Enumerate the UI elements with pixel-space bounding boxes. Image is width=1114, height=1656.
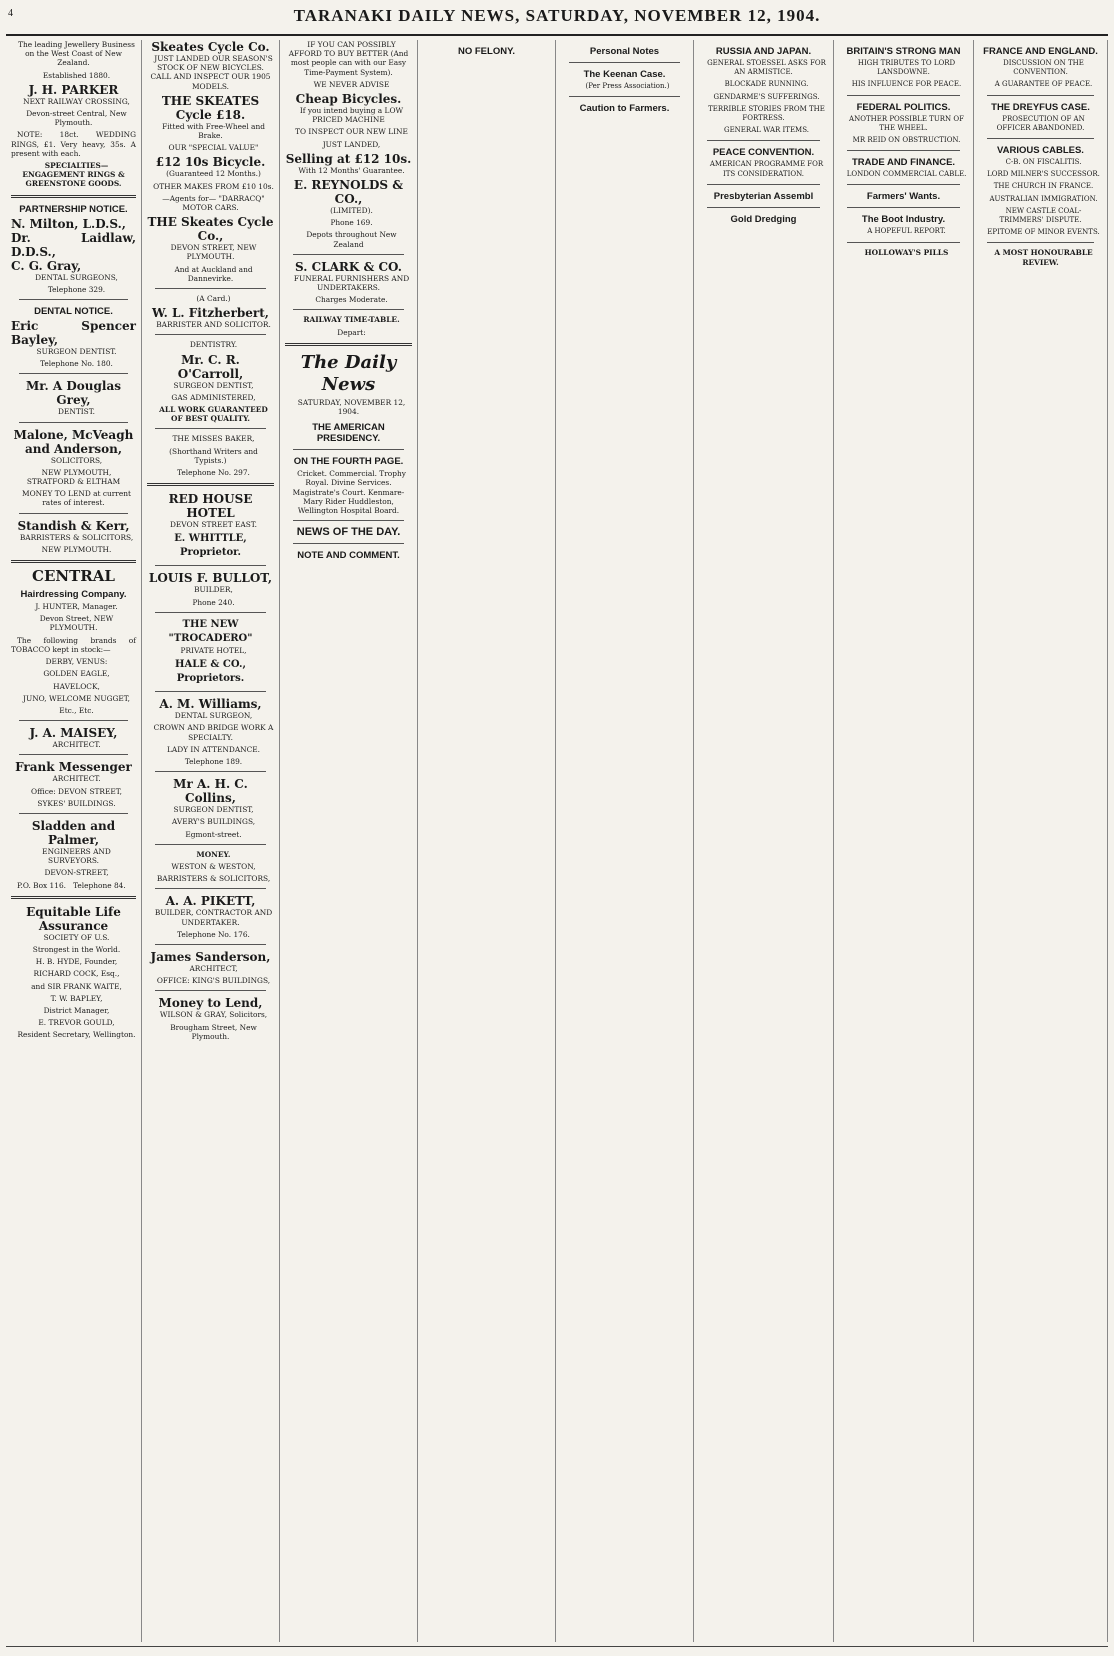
daily-news-logo: The Daily News [300, 351, 397, 395]
sanderson-title: ARCHITECT, [189, 963, 238, 973]
strongest-in-world: Strongest in the World. [32, 944, 121, 954]
news-of-the-day-heading: NEWS OF THE DAY. [296, 526, 401, 539]
malone-loan: MONEY TO LEND at current rates of interest. [22, 489, 131, 508]
avery-buildings: AVERY'S BUILDINGS, [171, 817, 256, 827]
low-priced-machine: If you intend buying a LOW PRICED MACHINE [299, 106, 404, 125]
wedding-rings-note: NOTE: 18ct. WEDDING RINGS, £1. Very heavy, 35s. A present with each. [11, 130, 136, 158]
railway-timetable: RAILWAY TIME-TABLE. [303, 315, 400, 325]
separator [293, 449, 404, 450]
separator [569, 62, 680, 63]
separator [19, 813, 128, 814]
american-programme: AMERICAN PROGRAMME FOR ITS CONSIDERATION. [709, 160, 824, 178]
inspect-new-line: TO INSPECT OUR NEW LINE [295, 127, 408, 137]
maisey-name: J. A. MAISEY, [29, 726, 118, 741]
douglas-title: DENTIST. [58, 407, 95, 417]
telephone-189: Telephone 189. [184, 756, 243, 766]
wilson-gray: WILSON & GRAY, Solicitors, [159, 1010, 268, 1020]
tributes-lansdowne: HIGH TRIBUTES TO LORD LANSDOWNE. [857, 59, 956, 77]
guarantee-of-peace: A GUARANTEE OF PEACE. [994, 80, 1093, 89]
brougham-street: Brougham Street, New Plymouth. [170, 1022, 257, 1041]
laidlaw-name: Dr. Laidlaw, D.D.S., [11, 230, 136, 259]
russia-japan-heading: RUSSIA AND JAPAN. [715, 46, 812, 57]
separator [11, 560, 136, 563]
telephone-297: Telephone No. 297. [177, 468, 250, 478]
presbyterian-assembly-heading: Presbyterian Assembl [713, 190, 814, 202]
established: Established 1880. [42, 70, 111, 80]
tobacco-brand: JUNO, WELCOME NUGGET, [23, 693, 130, 703]
separator [19, 299, 128, 300]
malone-mcveagh-name: Malone, McVeagh and Anderson, [13, 427, 134, 456]
hairdressing-company: Hairdressing Company. [20, 589, 127, 601]
separator [285, 343, 412, 346]
hunter-manager: J. HUNTER, Manager. [35, 602, 118, 612]
separator [155, 944, 266, 945]
parker-name: J. H. PARKER [28, 82, 119, 97]
darracq-motor-cars: —Agents for— "DARRACQ" MOTOR CARS. [162, 193, 265, 213]
column-2-advertisements [142, 40, 280, 1642]
pikett-name: A. A. PIKETT, [165, 894, 256, 909]
column-7 [834, 40, 974, 1642]
influence-for-peace: HIS INFLUENCE FOR PEACE. [851, 80, 962, 89]
various-cables-heading: VARIOUS CABLES. [997, 145, 1084, 157]
ocarroll-name: Mr. C. R. O'Carroll, [177, 352, 244, 381]
page-number: 4 [8, 8, 14, 19]
telephone-180: Telephone No. 180. [40, 359, 113, 369]
dentistry-heading: DENTISTRY. [189, 340, 238, 350]
gold-dredging-heading: Gold Dredging [730, 213, 797, 225]
society-us: SOCIETY OF U.S. [43, 932, 110, 942]
separator [847, 184, 960, 185]
maisey-title: ARCHITECT. [52, 740, 101, 750]
messenger-office: Office: DEVON STREET, [31, 786, 122, 796]
church-in-france: THE CHURCH IN FRANCE. [993, 182, 1094, 191]
standish-title: BARRISTERS & SOLICITORS, [19, 532, 134, 542]
skeates-title: Skeates Cycle Co. [151, 40, 270, 54]
lady-in-attendance: LADY IN ATTENDANCE. [166, 744, 261, 754]
fitzherbert-title: BARRISTER AND SOLICITOR. [156, 320, 271, 330]
separator [11, 896, 136, 899]
terrible-stories: TERRIBLE STORIES FROM THE FORTRESS. [708, 104, 825, 123]
american-presidency-heading: THE AMERICAN PRESIDENCY. [312, 422, 385, 445]
bapley-title: District Manager, [43, 1005, 110, 1015]
malone-address: NEW PLYMOUTH, STRATFORD & ELTHAM [26, 467, 121, 487]
malone-title: SOLICITORS, [50, 455, 103, 465]
trocadero-heading: THE NEW "TROCADERO" [168, 618, 253, 644]
separator [155, 888, 266, 889]
fitted-free-wheel: Fitted with Free-Wheel and Brake. [162, 121, 265, 141]
column-4 [418, 40, 556, 1642]
messenger-building: SYKES' BUILDINGS. [37, 798, 116, 808]
telephone-84: Telephone 84. [73, 880, 126, 890]
sanderson-name: James Sanderson, [150, 949, 271, 964]
egmont-street: Egmont-street. [185, 829, 242, 839]
separator [987, 95, 1094, 96]
london-commercial-cable: LONDON COMMERCIAL CABLE. [846, 170, 967, 179]
phone-240: Phone 240. [192, 597, 235, 607]
box-and-telephone [11, 881, 136, 890]
separator [19, 422, 128, 423]
misses-baker: THE MISSES BAKER, [172, 434, 255, 444]
never-advise: WE NEVER ADVISE [313, 79, 390, 89]
douglas-grey-name: Mr. A Douglas Grey, [26, 379, 121, 408]
specialties: SPECIALTIES— ENGAGEMENT RINGS & GREENSTONE GOODS. [22, 161, 125, 189]
kings-buildings: OFFICE: KING'S BUILDINGS, [156, 976, 271, 986]
special-value: OUR "SPECIAL VALUE" [168, 143, 259, 153]
press-association: (Per Press Association.) [585, 82, 670, 90]
tobacco-brand: HAVELOCK, [53, 681, 100, 691]
column-8 [974, 40, 1108, 1642]
williams-name: A. M. Williams, [159, 697, 262, 712]
dreyfus-case-heading: THE DREYFUS CASE. [991, 101, 1090, 113]
gendarmes-sufferings: GENDARME'S SUFFERINGS. [713, 92, 820, 101]
pikett-title: BUILDER, CONTRACTOR AND UNDERTAKER. [154, 908, 273, 927]
britains-strong-man-heading: BRITAIN'S STRONG MAN [846, 46, 961, 57]
blockade-running: BLOCKADE RUNNING. [724, 80, 809, 89]
collins-name: Mr A. H. C. Collins, [173, 777, 248, 806]
afford-intro: IF YOU CAN POSSIBLY AFFORD TO BUY BETTER (And most people can with our Easy Time-Payment System). [288, 40, 409, 77]
separator [847, 242, 960, 243]
reid-obstruction: MR REID ON OBSTRUCTION. [852, 136, 961, 145]
skeates-co: THE Skeates Cycle Co., [147, 215, 274, 244]
separator [847, 207, 960, 208]
separator [707, 140, 820, 141]
red-house-hotel: RED HOUSE HOTEL [168, 492, 253, 521]
top-rule [6, 34, 1108, 36]
weston-title: BARRISTERS & SOLICITORS, [156, 874, 271, 884]
milton-name: N. Milton, L.D.S., [11, 216, 126, 231]
masthead [0, 6, 1114, 34]
telephone-176: Telephone No. 176. [177, 929, 250, 939]
separator [19, 754, 128, 755]
separator [707, 184, 820, 185]
newcastle-coal-trimmers: NEW CASTLE COAL-TRIMMERS' DISPUTE. [999, 206, 1082, 225]
parker-address-line-1: NEXT RAILWAY CROSSING, [23, 96, 130, 106]
dental-surgeons: DENTAL SURGEONS, [35, 272, 118, 282]
separator [569, 96, 680, 97]
fourth-page-heading: ON THE FOURTH PAGE. [293, 456, 404, 468]
separator [707, 207, 820, 208]
reynolds-co: E. REYNOLDS & CO., [293, 178, 404, 207]
po-box: P.O. Box 116. [17, 880, 67, 890]
skeates-text: JUST LANDED OUR SEASON'S STOCK OF NEW BICYCLES. CALL AND INSPECT OUR 1905 MODELS. [150, 54, 273, 91]
williams-title: DENTAL SURGEON, [174, 711, 253, 721]
australian-immigration: AUSTRALIAN IMMIGRATION. [989, 194, 1098, 203]
fourth-page-items: Cricket. Commercial. Trophy Royal. Divine Services. Magistrate's Court. Kenmare-Mary Rider Huddleston, Wellington Hospital Board. [292, 469, 406, 516]
separator [19, 720, 128, 721]
separator [155, 844, 266, 845]
devon-street-east: DEVON STREET EAST. [169, 520, 257, 530]
holloways-pills: HOLLOWAY'S PILLS [864, 247, 949, 257]
separator [11, 195, 136, 198]
gray-name: C. G. Gray, [11, 258, 82, 273]
tobacco-brand: GOLDEN EAGLE, [43, 669, 110, 679]
personal-notes-heading: Personal Notes [589, 46, 660, 57]
hyde-founder: H. B. HYDE, Founder, [35, 957, 118, 967]
hale-proprietors: HALE & CO., Proprietors. [175, 659, 246, 685]
telephone-329: Telephone 329. [47, 284, 106, 294]
cycle-price: Cycle £18. [175, 107, 246, 122]
bapley-name: T. W. BAPLEY, [50, 993, 103, 1003]
separator [147, 483, 274, 486]
separator [293, 520, 404, 521]
separator [293, 543, 404, 544]
separator [155, 771, 266, 772]
note-and-comment-heading: NOTE AND COMMENT. [297, 550, 400, 562]
discussion-convention: DISCUSSION ON THE CONVENTION. [1003, 59, 1084, 77]
separator [847, 95, 960, 96]
bullot-title: BUILDER, [194, 585, 233, 595]
keenan-case-heading: The Keenan Case. [583, 69, 666, 80]
dental-notice-heading: DENTAL NOTICE. [34, 306, 113, 318]
parker-address-line-2: Devon-street Central, New Plymouth. [26, 109, 127, 128]
crown-bridge-work: CROWN AND BRIDGE WORK A SPECIALTY. [153, 723, 274, 742]
fitzherbert-name: W. L. Fitzherbert, [152, 306, 269, 321]
trade-finance-heading: TRADE AND FINANCE. [851, 157, 956, 169]
weston-weston: WESTON & WESTON, [171, 861, 256, 871]
equitable-life-heading: Equitable Life Assurance [26, 904, 121, 933]
epitome-minor-events: EPITOME OF MINOR EVENTS. [987, 228, 1100, 237]
skeates-heading: THE SKEATES [161, 93, 260, 108]
spencer-title: SURGEON DENTIST. [36, 347, 117, 357]
separator [155, 691, 266, 692]
farmers-wants-heading: Farmers' Wants. [866, 191, 941, 203]
spencer-bayley-name: Eric Spencer Bayley, [11, 319, 136, 348]
caution-to-farmers-heading: Caution to Farmers. [579, 103, 670, 115]
separator [155, 612, 266, 613]
column-3 [280, 40, 418, 1642]
ocarroll-title: SURGEON DENTIST, [173, 380, 254, 390]
prosecution-abandoned: PROSECUTION OF AN OFFICER ABANDONED. [996, 114, 1085, 132]
newspaper-title: TARANAKI DAILY NEWS, SATURDAY, NOVEMBER 12, 1904. [293, 6, 821, 25]
guaranteed-12-months: (Guaranteed 12 Months.) [166, 169, 261, 179]
tobacco-brand: Etc., Etc. [59, 705, 94, 715]
cb-on-fiscalitis: C-B. ON FISCALITIS. [1005, 158, 1082, 167]
messenger-title: ARCHITECT. [52, 774, 101, 784]
separator [19, 373, 128, 374]
money-to-lend: Money to Lend, [158, 996, 263, 1011]
skeates-branches: And at Auckland and Dannevirke. [174, 264, 253, 283]
column-5 [556, 40, 694, 1642]
separator [987, 138, 1094, 139]
separator [293, 254, 404, 255]
separator [987, 242, 1094, 243]
charges-moderate: Charges Moderate. [315, 295, 388, 305]
separator [155, 334, 266, 335]
trevor-gould: E. TREVOR GOULD, [38, 1018, 115, 1028]
tobacco-brand: DERBY, VENUS: [45, 657, 108, 667]
separator [155, 428, 266, 429]
central-heading: CENTRAL [32, 567, 115, 586]
general-war-items: GENERAL WAR ITEMS. [723, 126, 809, 135]
standish-kerr-name: Standish & Kerr, [17, 518, 130, 533]
a-card: (A Card.) [196, 294, 231, 304]
phone-169: Phone 169. [330, 218, 373, 228]
sladden-palmer-name: Sladden and Palmer, [31, 818, 116, 847]
funeral-furnishers: FUNERAL FURNISHERS AND UNDERTAKERS. [293, 273, 410, 293]
work-guaranteed: ALL WORK GUARANTEED OF BEST QUALITY. [159, 405, 268, 424]
milners-successor: LORD MILNER'S SUCCESSOR. [987, 170, 1100, 179]
hunter-address: Devon Street, NEW PLYMOUTH. [39, 614, 114, 633]
whittle-proprietor: E. WHITTLE, Proprietor. [174, 533, 247, 559]
cheap-bicycles: Cheap Bicycles. [295, 92, 402, 107]
no-felony-heading: NO FELONY. [457, 46, 515, 57]
bicycle-12-10: £12 10s Bicycle. [155, 155, 266, 170]
private-hotel: PRIVATE HOTEL, [180, 645, 247, 655]
tobacco-brands-intro: The following brands of TOBACCO kept in stock:— [11, 635, 136, 654]
column-1-advertisements [6, 40, 142, 1642]
another-turn: ANOTHER POSSIBLE TURN OF THE WHEEL. [849, 114, 964, 132]
months-guarantee: With 12 Months' Guarantee. [298, 165, 405, 175]
hopeful-report: A HOPEFUL REPORT. [867, 227, 946, 236]
trevor-title: Resident Secretary, Wellington. [17, 1030, 136, 1040]
boot-industry-heading: The Boot Industry. [861, 214, 946, 226]
messenger-name: Frank Messenger [15, 760, 132, 775]
stoessel-armistice: GENERAL STOESSEL ASKS FOR AN ARMISTICE. [707, 59, 826, 77]
partnership-notice-heading: PARTNERSHIP NOTICE. [19, 203, 128, 215]
frank-waite: and SIR FRANK WAITE, [31, 981, 122, 991]
just-landed: JUST LANDED, [322, 139, 381, 149]
separator [19, 513, 128, 514]
federal-politics-heading: FEDERAL POLITICS. [856, 101, 951, 113]
jewellery-intro: The leading Jewellery Business on the West Coast of New Zealand. [18, 40, 135, 68]
column-6 [694, 40, 834, 1642]
bottom-rule [6, 1646, 1108, 1647]
honourable-review: A MOST HONOURABLE REVIEW. [994, 248, 1093, 267]
depart: Depart: [337, 327, 366, 337]
bullot-name: LOUIS F. BULLOT, [148, 571, 273, 586]
limited: (LIMITED). [330, 206, 373, 216]
shorthand-writers: (Shorthand Writers and Typists.) [169, 446, 258, 465]
clark-co: S. CLARK & CO. [295, 259, 402, 274]
sladden-title: ENGINEERS AND SURVEYORS. [42, 846, 111, 866]
editorial-date: SATURDAY, NOVEMBER 12, 1904. [297, 397, 406, 417]
richard-cock: RICHARD COCK, Esq., [33, 969, 120, 979]
peace-convention-heading: PEACE CONVENTION. [712, 147, 815, 159]
other-makes: OTHER MAKES FROM £10 10s. [153, 181, 274, 191]
separator [155, 288, 266, 289]
france-england-heading: FRANCE AND ENGLAND. [983, 46, 1098, 57]
selling-price: Selling at £12 10s. [285, 151, 412, 166]
standish-address: NEW PLYMOUTH. [41, 544, 112, 554]
devon-street: DEVON-STREET, [44, 868, 109, 878]
separator [293, 309, 404, 310]
collins-title: SURGEON DENTIST, [173, 805, 254, 815]
separator [847, 150, 960, 151]
separator [155, 990, 266, 991]
money-heading: MONEY. [196, 849, 231, 859]
separator [155, 565, 266, 566]
skeates-address: DEVON STREET, NEW PLYMOUTH. [170, 243, 257, 262]
gas-administered: GAS ADMINISTERED, [171, 392, 256, 402]
depots-nz: Depots throughout New Zealand [306, 230, 397, 249]
